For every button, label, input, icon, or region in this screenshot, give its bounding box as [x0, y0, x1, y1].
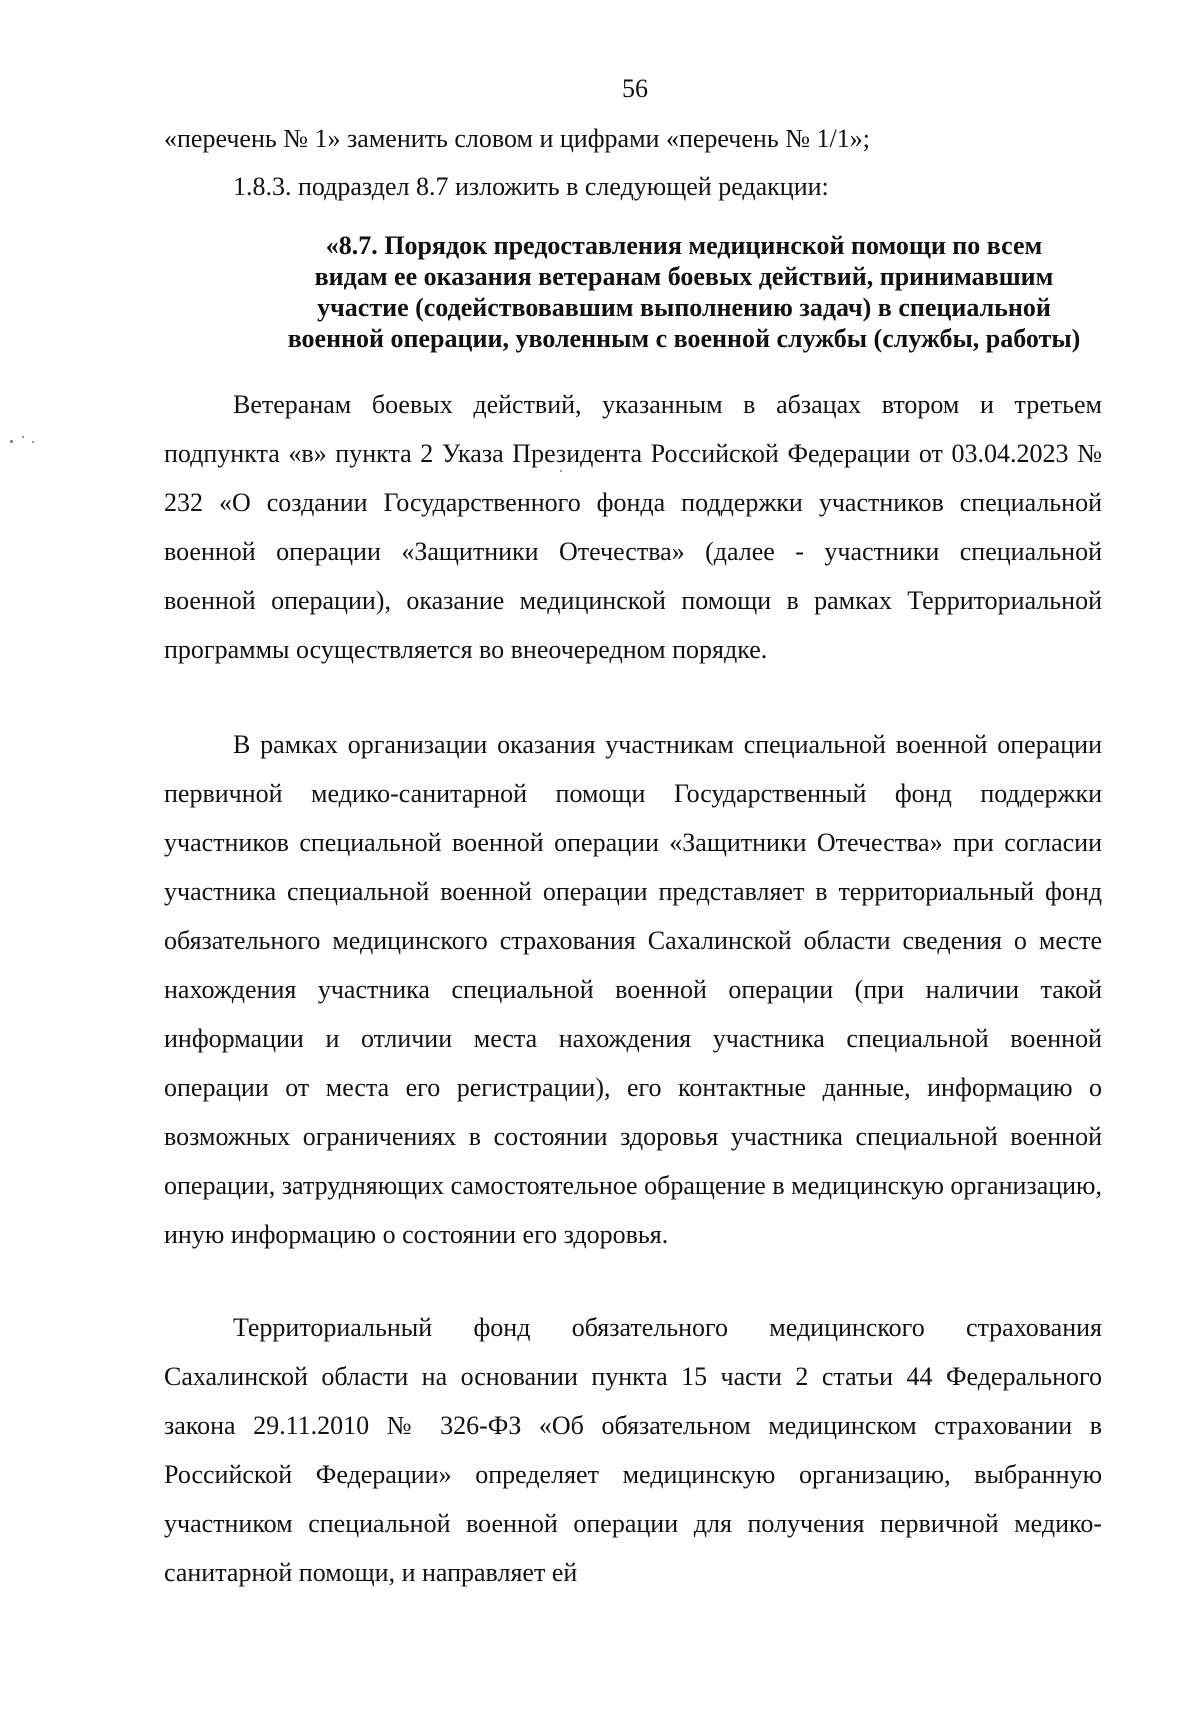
subsection-intro-line: 1.8.3. подраздел 8.7 изложить в следующей редакции: — [233, 172, 829, 201]
scan-speck — [10, 440, 13, 443]
replace-phrase-line: «перечень № 1» заменить словом и цифрами «перечень № 1/1»; — [164, 124, 870, 153]
heading-line: «8.7. Порядок предоставления медицинской помощи по всем — [325, 231, 1043, 260]
paragraph-primary-care: В рамках организации оказания участникам специальной военной операции первичной медико-санитарной помощи Государственный фонд поддержки участников специальной военной операции «Защитники Отечества» при согласии участника специальной военной операции представляет в территориальный фонд обязательного медицинского страхования Сахалинской области сведения о месте нахождения участника специальной военной операции (при наличии такой информации и отличии места нахождения участника специальной военной операции от места его регистрации), его контактные данные, информацию о возможных ограничениях в состоянии здоровья участника специальной военной операции, затрудняющих самостоятельное обращение в медицинскую организацию, иную информацию о состоянии его здоровья. — [164, 730, 1102, 1249]
scan-speck — [32, 441, 34, 443]
page-number: 56 — [622, 74, 648, 103]
paragraph-territorial-fund: Территориальный фонд обязательного медицинского страхования Сахалинской области на основании пункта 15 части 2 статьи 44 Федерального закона 29.11.2010 № 326-ФЗ «Об обязательном медицинском страховании в Российской Федерации» определяет медицинскую организацию, выбранную участником специальной военной операции для получения первичной медико-санитарной помощи, и направляет ей — [164, 1313, 1102, 1587]
scan-speck — [560, 470, 562, 472]
section-heading — [164, 230, 1200, 354]
heading-line: участие (содействовавшим выполнению задач) в специальной — [317, 293, 1051, 322]
heading-line: военной операции, уволенным с военной службы (службы, работы) — [287, 324, 1081, 353]
scan-speck — [22, 436, 24, 438]
heading-line: видам ее оказания ветеранам боевых действий, принимавшим — [314, 262, 1054, 291]
paragraph-veterans: Ветеранам боевых действий, указанным в абзацах втором и третьем подпункта «в» пункта 2 Указа Президента Российской Федерации от 03.04.2023 № 232 «О создании Государственного фонда поддержки участников специальной военной операции «Защитники Отечества» (далее - участники специальной военной операции), оказание медицинской помощи в рамках Территориальной программы осуществляется во внеочередном порядке. — [164, 390, 1102, 664]
